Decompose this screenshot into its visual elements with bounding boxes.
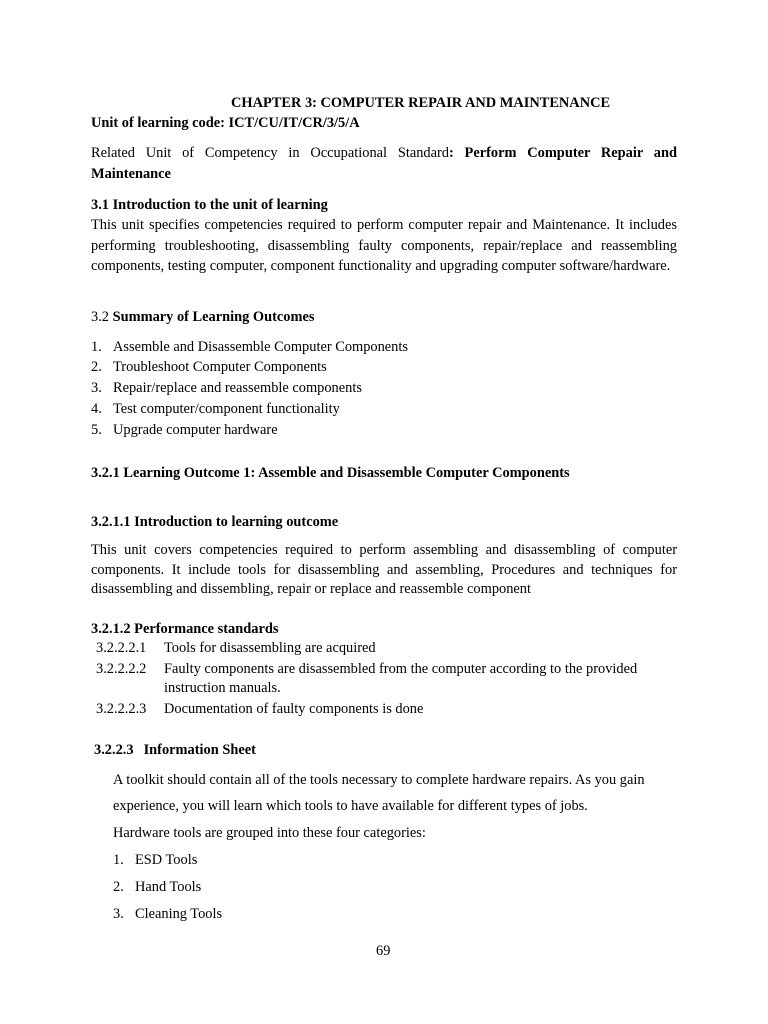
section-3-2-1-2-heading: 3.2.1.2 Performance standards bbox=[91, 621, 279, 637]
outcome-list-item bbox=[91, 378, 362, 398]
outcome-number: 4. bbox=[91, 401, 102, 417]
outcome-text: Assemble and Disassemble Computer Components bbox=[113, 339, 408, 355]
section-3-2-1-1-body: This unit covers competencies required to perform assembling and disassembling of computer components. It include tools for disassembling and assembling, Procedures and techniques for disassembling and dissembling, repair or replace and reassemble component bbox=[91, 542, 677, 597]
section-3-2-1-1-heading: 3.2.1.1 Introduction to learning outcome bbox=[91, 514, 339, 530]
info-sheet-intro: Hardware tools are grouped into these four categories: bbox=[113, 825, 426, 841]
page-number: 69 bbox=[376, 943, 391, 959]
tool-category-number: 1. bbox=[113, 852, 124, 868]
outcome-text: Troubleshoot Computer Components bbox=[113, 359, 327, 375]
section-3-2-number: 3.2 bbox=[91, 309, 109, 325]
related-unit-prefix: Related Unit of Competency in Occupational Standard bbox=[91, 145, 449, 161]
section-3-2-2-3-heading bbox=[94, 740, 256, 760]
outcome-list-item bbox=[91, 420, 278, 440]
outcome-number: 3. bbox=[91, 380, 102, 396]
chapter-title: CHAPTER 3: COMPUTER REPAIR AND MAINTENANCE bbox=[231, 95, 611, 111]
info-sheet-para-line: experience, you will learn which tools to have available for different types of jobs. bbox=[113, 798, 588, 814]
tool-category-item bbox=[113, 904, 222, 924]
outcome-list-item bbox=[91, 337, 408, 357]
outcome-number: 5. bbox=[91, 422, 102, 438]
standard-number: 3.2.2.2.3 bbox=[96, 701, 147, 717]
standard-item bbox=[96, 659, 637, 679]
related-unit-paragraph bbox=[91, 143, 677, 184]
outcome-number: 2. bbox=[91, 359, 102, 375]
related-unit-title: : Perform Computer Repair and Maintenance bbox=[91, 145, 677, 182]
outcome-number: 1. bbox=[91, 339, 102, 355]
standard-number: 3.2.2.2.1 bbox=[96, 640, 147, 656]
section-3-2-2-3-title: Information Sheet bbox=[143, 742, 256, 758]
outcome-text: Test computer/component functionality bbox=[113, 401, 340, 417]
tool-category-text: Cleaning Tools bbox=[135, 906, 223, 922]
unit-code: Unit of learning code: ICT/CU/IT/CR/3/5/A bbox=[91, 115, 360, 131]
section-3-2-2-3-number: 3.2.2.3 bbox=[94, 742, 134, 758]
tool-category-item bbox=[113, 850, 197, 870]
standard-item bbox=[96, 699, 423, 719]
section-3-1-body: This unit specifies competencies required to perform computer repair and Maintenance. It includes performing troubleshooting, disassembling faulty components, repair/replace and reassembling components, testing computer, component functionality and upgrading computer software/hardware. bbox=[91, 217, 677, 274]
section-3-1-heading: 3.1 Introduction to the unit of learning bbox=[91, 197, 328, 213]
standard-item-continuation: instruction manuals. bbox=[164, 680, 281, 696]
standard-number: 3.2.2.2.2 bbox=[96, 661, 147, 677]
outcome-text: Repair/replace and reassemble components bbox=[113, 380, 362, 396]
tool-category-item bbox=[113, 877, 201, 897]
tool-category-number: 3. bbox=[113, 906, 124, 922]
section-3-2-1-heading: 3.2.1 Learning Outcome 1: Assemble and Disassemble Computer Components bbox=[91, 465, 570, 481]
standard-item bbox=[96, 638, 376, 658]
standard-text: Documentation of faulty components is done bbox=[164, 701, 424, 717]
outcome-list-item bbox=[91, 399, 340, 419]
section-3-2-title: Summary of Learning Outcomes bbox=[112, 309, 315, 325]
standard-text: Tools for disassembling are acquired bbox=[164, 640, 376, 656]
outcome-list-item bbox=[91, 357, 327, 377]
tool-category-text: ESD Tools bbox=[135, 852, 198, 868]
standard-text: Faulty components are disassembled from the computer according to the provided bbox=[164, 661, 638, 677]
info-sheet-para-line: A toolkit should contain all of the tools necessary to complete hardware repairs. As you gain bbox=[113, 772, 645, 788]
tool-category-text: Hand Tools bbox=[135, 879, 202, 895]
outcome-text: Upgrade computer hardware bbox=[113, 422, 278, 438]
section-3-2-heading bbox=[91, 307, 314, 327]
tool-category-number: 2. bbox=[113, 879, 124, 895]
